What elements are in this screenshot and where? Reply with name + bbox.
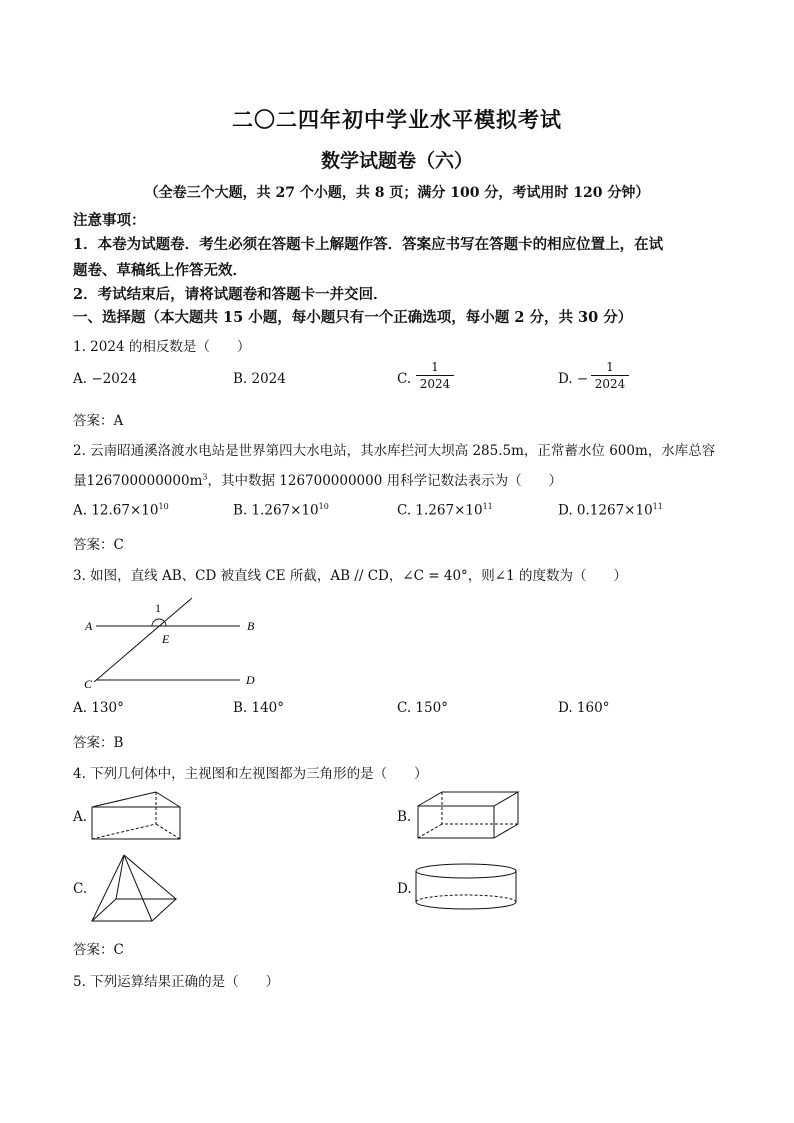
q1-option-b: B. 2024 — [233, 371, 286, 387]
option-text: C. 1.267×10 — [397, 502, 483, 519]
pyramid-edge-1 — [92, 855, 124, 921]
page-title: 二〇二四年初中学业水平模拟考试 — [232, 107, 562, 132]
q2-option-c — [397, 502, 493, 519]
q2-option-d — [558, 502, 663, 519]
prism-top-left — [92, 792, 156, 807]
cylinder-bottom-back — [416, 895, 516, 902]
option-text: B. 1.267×10 — [233, 502, 319, 519]
q4-option-d-label: D. — [397, 881, 412, 897]
exam-info: （全卷三个大题，共 27 个小题，共 8 页；满分 100 分，考试用时 120 分钟） — [144, 185, 650, 201]
line-ce — [94, 598, 192, 682]
exponent: 10 — [318, 502, 329, 511]
exponent: 10 — [158, 502, 169, 511]
stem-text: ，其中数据 126700000000 用科学记数法表示为（ ） — [207, 473, 563, 489]
q1-option-c-label: C. — [397, 371, 412, 387]
q1-option-c-fraction — [416, 360, 454, 392]
pyramid-edge-4 — [116, 855, 124, 899]
q1-option-a: A. −2024 — [73, 371, 137, 387]
pyramid-base — [92, 899, 176, 921]
q3-geometry-figure — [70, 596, 270, 691]
notes-item2: 2．考试结束后，请将试题卷和答题卡一并交回． — [73, 286, 388, 303]
q3-option-b: B. 140° — [233, 700, 285, 716]
cuboid-figure — [416, 790, 522, 840]
triangular-prism-figure — [90, 789, 186, 844]
question-2-stem-line1: 2. 云南昭通溪洛渡水电站是世界第四大水电站，其水库拦河大坝高 285.5m，正常蓄水位 600m，水库总容 — [73, 443, 716, 459]
q1-option-d-label: D. − — [558, 371, 589, 387]
q4-answer: 答案：C — [73, 942, 124, 958]
option-text: D. 0.1267×10 — [558, 502, 653, 519]
q3-option-a: A. 130° — [73, 700, 124, 716]
label-c: C — [84, 677, 93, 691]
notes-item1-line2: 题卷、草稿纸上作答无效． — [73, 262, 247, 279]
stem-text: 量126700000000m — [73, 473, 203, 489]
q3-answer: 答案：B — [73, 735, 124, 751]
cuboid-top — [418, 792, 518, 806]
q2-answer: 答案：C — [73, 537, 124, 553]
fraction-denominator: 2024 — [594, 377, 626, 391]
prism-hidden-left — [92, 824, 156, 839]
q4-option-c-label: C. — [73, 881, 88, 897]
q4-option-a-label: A. — [73, 809, 88, 825]
label-b: B — [247, 619, 255, 633]
exponent: 11 — [652, 502, 663, 511]
cylinder-top — [416, 864, 516, 878]
cuboid-hidden — [442, 792, 518, 824]
cuboid-hidden-diag — [418, 824, 442, 838]
question-5-stem: 5. 下列运算结果正确的是（ ） — [73, 974, 280, 990]
prism-front — [92, 807, 180, 839]
q1-answer: 答案：A — [73, 413, 124, 429]
pyramid-edge-3 — [124, 855, 176, 899]
label-angle-1: 1 — [155, 601, 161, 615]
fraction-denominator: 2024 — [419, 377, 451, 391]
question-4-stem: 4. 下列几何体中，主视图和左视图都为三角形的是（ ） — [73, 766, 428, 782]
q2-option-a — [73, 502, 169, 519]
cylinder-figure — [414, 862, 520, 912]
paper-subtitle: 数学试题卷（六） — [320, 150, 473, 172]
label-a: A — [85, 619, 93, 633]
q3-option-d: D. 160° — [558, 700, 610, 716]
prism-hidden-right — [156, 824, 180, 839]
question-3-stem: 3. 如图，直线 AB、CD 被直线 CE 所截，AB // CD，∠C = 40°，则∠1 的度数为（ ） — [73, 568, 628, 584]
q2-option-b — [233, 502, 329, 519]
exponent: 11 — [482, 502, 493, 511]
square-pyramid-figure — [90, 853, 182, 925]
option-text: A. 12.67×10 — [73, 502, 159, 519]
cuboid-front — [418, 806, 494, 838]
question-2-stem-line2 — [73, 469, 562, 489]
superscript: 3 — [202, 472, 208, 482]
q1-option-d-fraction — [591, 360, 629, 392]
label-d: D — [246, 673, 255, 687]
fraction-numerator: 1 — [606, 360, 614, 374]
section-heading: 一、选择题（本大题共 15 小题，每小题只有一个正确选项，每小题 2 分，共 30 分） — [73, 309, 633, 326]
fraction-numerator: 1 — [431, 360, 439, 374]
notes-item1-line1: 1．本卷为试题卷．考生必须在答题卡上解题作答．答案应书写在答题卡的相应位置上，在试 — [73, 236, 664, 253]
pyramid-edge-2 — [124, 855, 152, 921]
label-e: E — [162, 632, 170, 646]
question-1-stem: 1. 2024 的相反数是（ ） — [73, 339, 251, 355]
cylinder-bottom-front — [416, 902, 516, 909]
prism-top-right — [156, 792, 180, 807]
notes-heading: 注意事项： — [73, 212, 146, 229]
q4-option-b-label: B. — [397, 809, 412, 825]
q3-option-c: C. 150° — [397, 700, 448, 716]
